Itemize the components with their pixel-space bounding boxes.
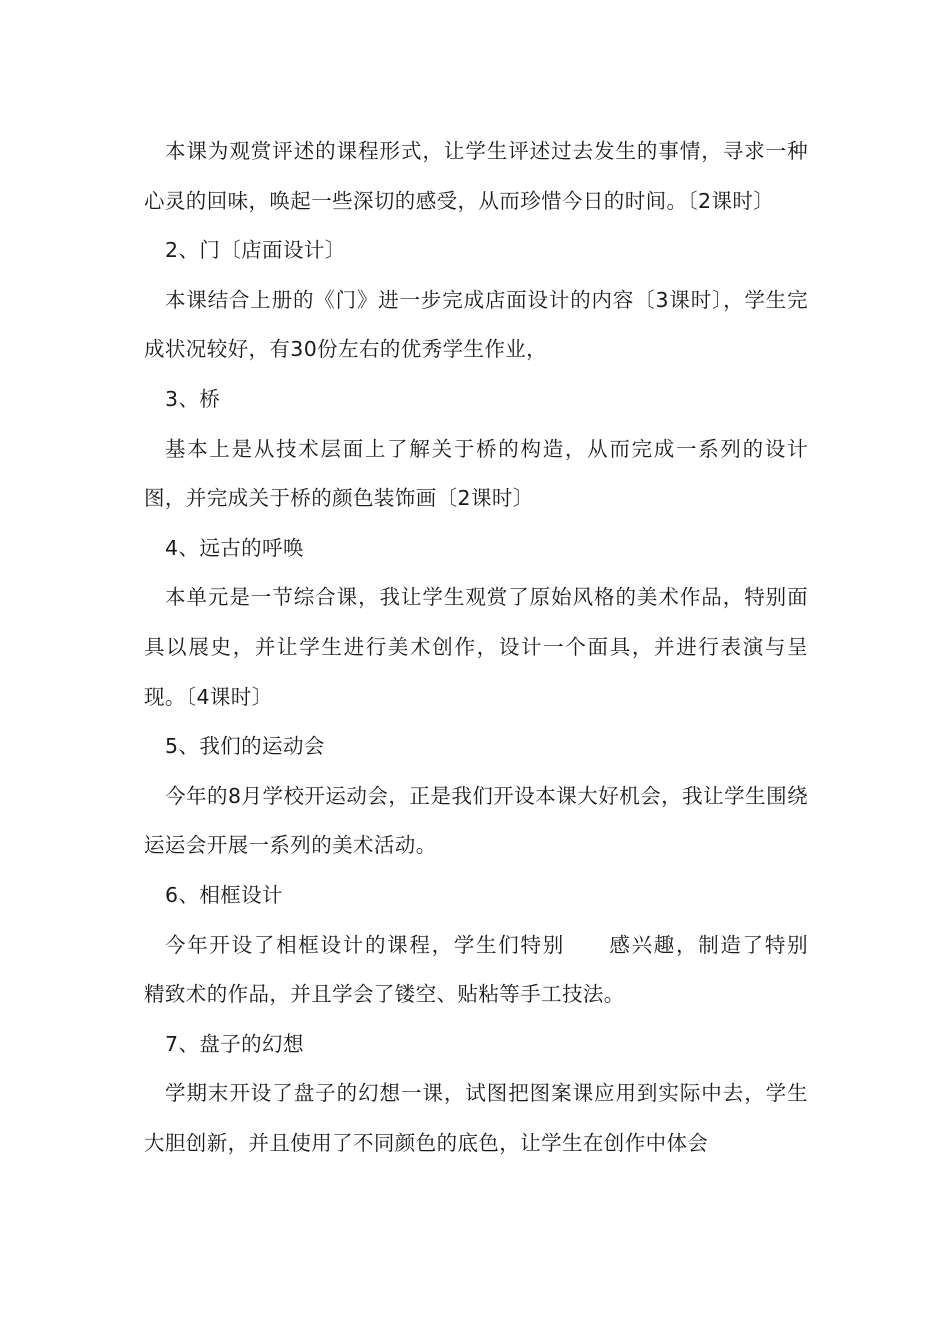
document-page (144, 127, 850, 1168)
paragraph-sports-meet: 今年的8月学校开运动会，正是我们开设本课大好机会，我让学生围绕运运会开展一系列的美术活动。 (144, 783, 808, 858)
section-heading-ancient-call: 4、远古的呼唤 (165, 535, 304, 560)
section-heading-sports-meet: 5、我们的运动会 (165, 734, 325, 759)
paragraph-intro: 本课为观赏评述的课程形式，让学生评述过去发生的事情，寻求一种心灵的回味，唤起一些深切的感受，从而珍惜今日的时间。〔2课时〕 (144, 139, 808, 213)
paragraph-door: 本课结合上册的《门》进一步完成店面设计的内容〔3课时〕，学生完成状况较好，有30份左右的优秀学生作业， (144, 287, 808, 362)
section-heading-frame-design: 6、相框设计 (165, 882, 283, 907)
section-heading-bridge: 3、桥 (165, 386, 221, 411)
paragraph-frame-design: 今年开设了相框设计的课程，学生们特别 感兴趣，制造了特别 精致术的作品，并且学会了镂空、贴粘等手工技法。 (144, 932, 850, 1007)
paragraph-ancient-call: 本单元是一节综合课，我让学生观赏了原始风格的美术作品，特别面具以展史，并让学生进行美术创作，设计一个面具，并进行表演与呈现。〔4课时〕 (144, 585, 808, 709)
section-heading-plate-fantasy: 7、盘子的幻想 (165, 1031, 304, 1056)
paragraph-bridge: 基本上是从技术层面上了解关于桥的构造，从而完成一系列的设计图，并完成关于桥的颜色装饰画〔2课时〕 (144, 436, 808, 511)
paragraph-plate-fantasy: 学期末开设了盘子的幻想一课，试图把图案课应用到实际中去，学生大胆创新，并且使用了不同颜色的底色，让学生在创作中体会 (144, 1081, 808, 1155)
section-heading-door: 2、门〔店面设计〕 (165, 238, 346, 263)
